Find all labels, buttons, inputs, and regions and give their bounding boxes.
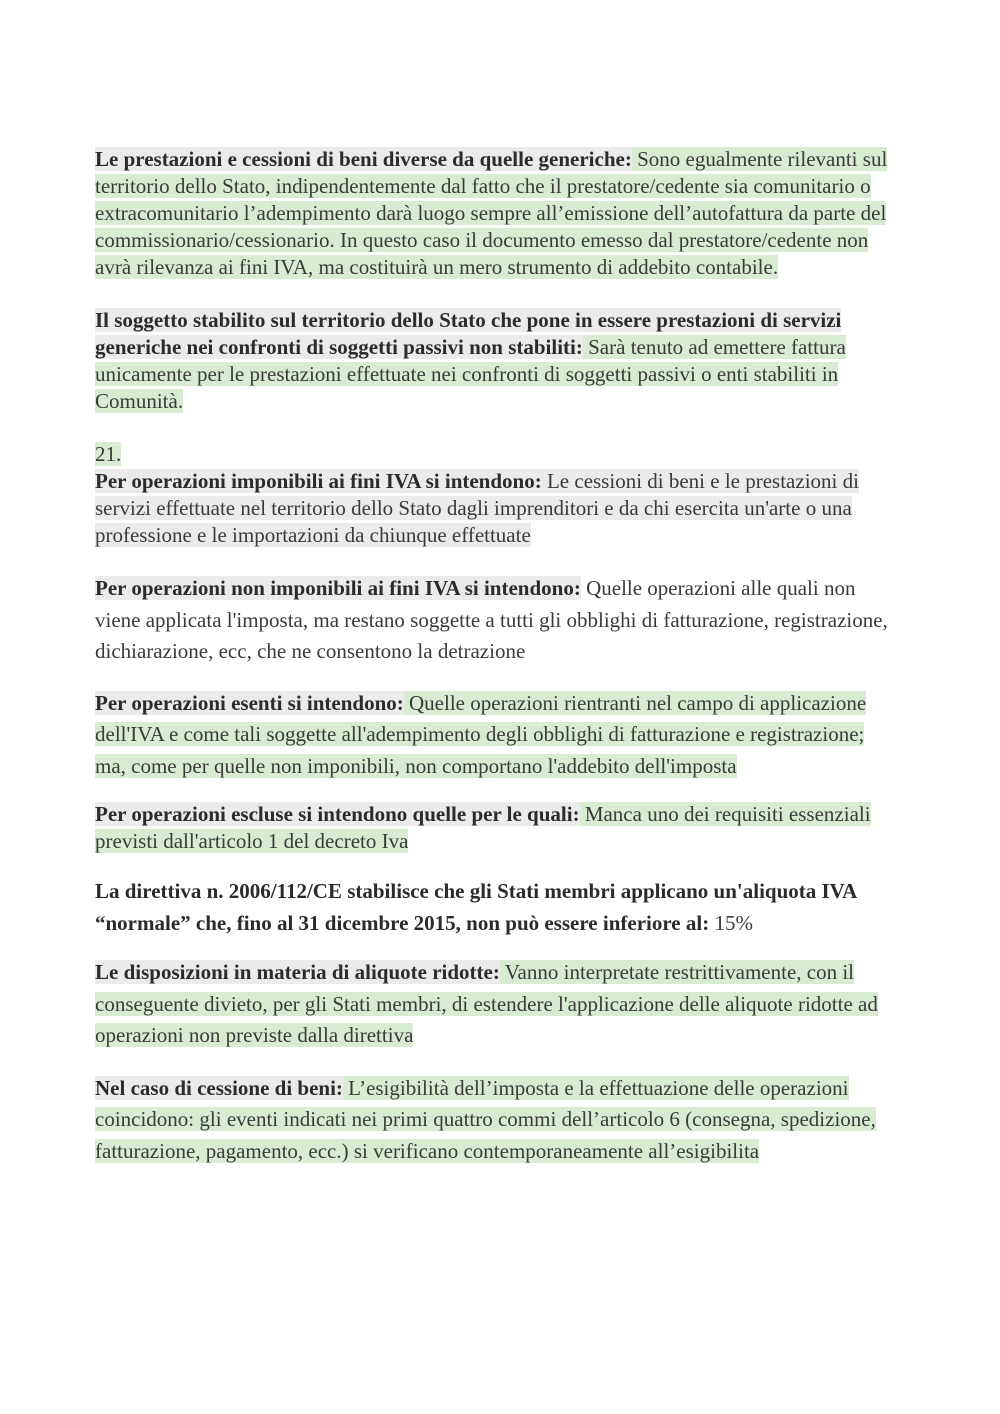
paragraph-text: L’esigibilità dell’imposta e la effettuazione delle operazioni coincidono: gli eventi indicati nei primi quattro commi dell’articolo 6 (consegna, spedizione, fatturazione, pagamento, ecc.) si verificano contemporaneamente all’esigibilita <box>95 1075 876 1163</box>
paragraph-label: Per operazioni escluse si intendono quelle per le quali: <box>95 802 580 826</box>
paragraph-text: Quelle operazioni rientranti nel campo di applicazione dell'IVA e come tali soggette all'adempimento degli obblighi di fatturazione e registrazione; ma, come per quelle non imponibili, non comportano l'addebito dell'imposta <box>95 690 867 778</box>
paragraph-aliquote-ridotte <box>95 957 895 1052</box>
paragraph-label: Nel caso di cessione di beni: <box>95 1075 343 1100</box>
paragraph-label: Per operazioni imponibili ai fini IVA si intendono: <box>95 469 542 493</box>
paragraph-label: La direttiva n. 2006/112/CE stabilisce che gli Stati membri applicano un'aliquota IVA “normale” che, fino al 31 dicembre 2015, non può essere inferiore al: <box>95 879 857 935</box>
paragraph-label: Il soggetto stabilito sul territorio dello Stato che pone in essere prestazioni di servizi generiche nei confronti di soggetti passivi non stabiliti: <box>95 308 842 359</box>
paragraph-operazioni-escluse <box>95 801 895 855</box>
paragraph-text: Sono egualmente rilevanti sul territorio dello Stato, indipendentemente dal fatto che il prestatore/cedente sia comunitario o extracomunitario l’adempimento darà luogo sempre all’emissione dell’autofattura da parte del commissionario/cessionario. In questo caso il documento emesso dal prestatore/cedente non avrà rilevanza ai fini IVA, ma costituirà un mero strumento di addebito contabile. <box>95 147 888 279</box>
paragraph-soggetto-stabilito <box>95 307 895 415</box>
paragraph-text: 15% <box>709 910 753 935</box>
paragraph-text: Manca uno dei requisiti essenziali previsti dall'articolo 1 del decreto Iva <box>95 802 871 853</box>
paragraph-operazioni-esenti <box>95 688 895 783</box>
paragraph-operazioni-imponibili <box>95 468 895 549</box>
paragraph-direttiva-aliquota <box>95 876 895 939</box>
paragraph-label: Per operazioni esenti si intendono: <box>95 690 404 715</box>
question-number <box>95 441 895 468</box>
paragraph-text: Sarà tenuto ad emettere fattura unicamente per le prestazioni effettuate nei confronti di soggetti passivi o enti stabiliti in Comunità. <box>95 335 846 413</box>
paragraph-cessione-beni <box>95 1073 895 1168</box>
paragraph-label: Per operazioni non imponibili ai fini IVA si intendono: <box>95 576 581 600</box>
paragraph-text: Le cessioni di beni e le prestazioni di servizi effettuate nel territorio dello Stato dagli imprenditori e da chi esercita un'arte o una professione e le importazioni da chiunque effettuate <box>95 469 859 547</box>
question-number-text: 21. <box>95 442 122 466</box>
paragraph-operazioni-non-imponibili <box>95 573 895 668</box>
paragraph-label: Le prestazioni e cessioni di beni diverse da quelle generiche: <box>95 147 632 171</box>
paragraph-text: Vanno interpretate restrittivamente, con il conseguente divieto, per gli Stati membri, di estendere l'applicazione delle aliquote ridotte ad operazioni non previste dalla direttiva <box>95 960 878 1047</box>
document-page <box>95 146 895 1167</box>
paragraph-prestazioni-cessioni <box>95 146 895 281</box>
paragraph-label: Le disposizioni in materia di aliquote ridotte: <box>95 960 500 984</box>
paragraph-text: Quelle operazioni alle quali non viene applicata l'imposta, ma restano soggette a tutti gli obblighi di fatturazione, registrazione, dichiarazione, ecc, che ne consentono la detrazione <box>95 576 888 663</box>
